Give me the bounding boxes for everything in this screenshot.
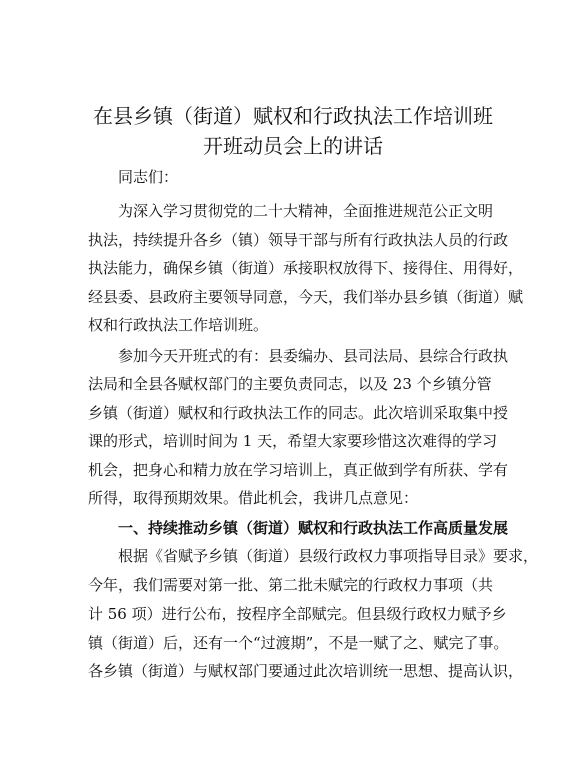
- paragraph-2-line-4: 课的形式，培训时间为 1 天，希望大家要珍惜这次难得的学习: [88, 432, 498, 450]
- paragraph-2-line-6: 所得，取得预期效果。借此机会，我讲几点意见：: [88, 489, 419, 507]
- section-paragraph-line-4: 镇（街道）后，还有一个“过渡期”，不是一赋了之、赋完了事。: [88, 634, 509, 652]
- paragraph-1-line-3: 执法能力，确保乡镇（街道）承接职权放得下、接得住、用得好，: [88, 259, 524, 277]
- salutation: 同志们：: [118, 168, 179, 186]
- section-paragraph-line-5: 各乡镇（街道）与赋权部门要通过此次培训统一思想、提高认识，: [88, 662, 524, 680]
- document-title-line-1: 在县乡镇（街道）赋权和行政执法工作培训班: [93, 104, 493, 128]
- paragraph-1-line-5: 权和行政执法工作培训班。: [88, 316, 269, 334]
- section-paragraph-line-3: 计 56 项）进行公布，按程序全部赋完。但县级行政权力赋予乡: [88, 605, 507, 623]
- document-title-line-2: 开班动员会上的讲话: [203, 134, 383, 158]
- paragraph-1-line-1: 为深入学习贯彻党的二十大精神，全面推进规范公正文明: [118, 202, 494, 220]
- paragraph-2-line-2: 法局和全县各赋权部门的主要负责同志，以及 23 个乡镇分管: [88, 375, 492, 393]
- paragraph-2-line-3: 乡镇（街道）赋权和行政执法工作的同志。此次培训采取集中授: [88, 404, 509, 422]
- section-heading: 一、持续推动乡镇（街道）赋权和行政执法工作高质量发展: [118, 519, 509, 537]
- section-paragraph-line-2: 今年，我们需要对第一批、第二批未赋完的行政权力事项（共: [88, 576, 494, 594]
- paragraph-1-line-2: 执法，持续提升各乡（镇）领导干部与所有行政执法人员的行政: [88, 231, 509, 249]
- paragraph-1-line-4: 经县委、县政府主要领导同意，今天，我们举办县乡镇（街道）赋: [88, 288, 524, 306]
- section-paragraph-line-1: 根据《省赋予乡镇（街道）县级行政权力事项指导目录》要求，: [118, 547, 539, 565]
- paragraph-2-line-1: 参加今天开班式的有：县委编办、县司法局、县综合行政执: [118, 347, 509, 365]
- paragraph-2-line-5: 机会，把身心和精力放在学习培训上，真正做到学有所获、学有: [88, 461, 509, 479]
